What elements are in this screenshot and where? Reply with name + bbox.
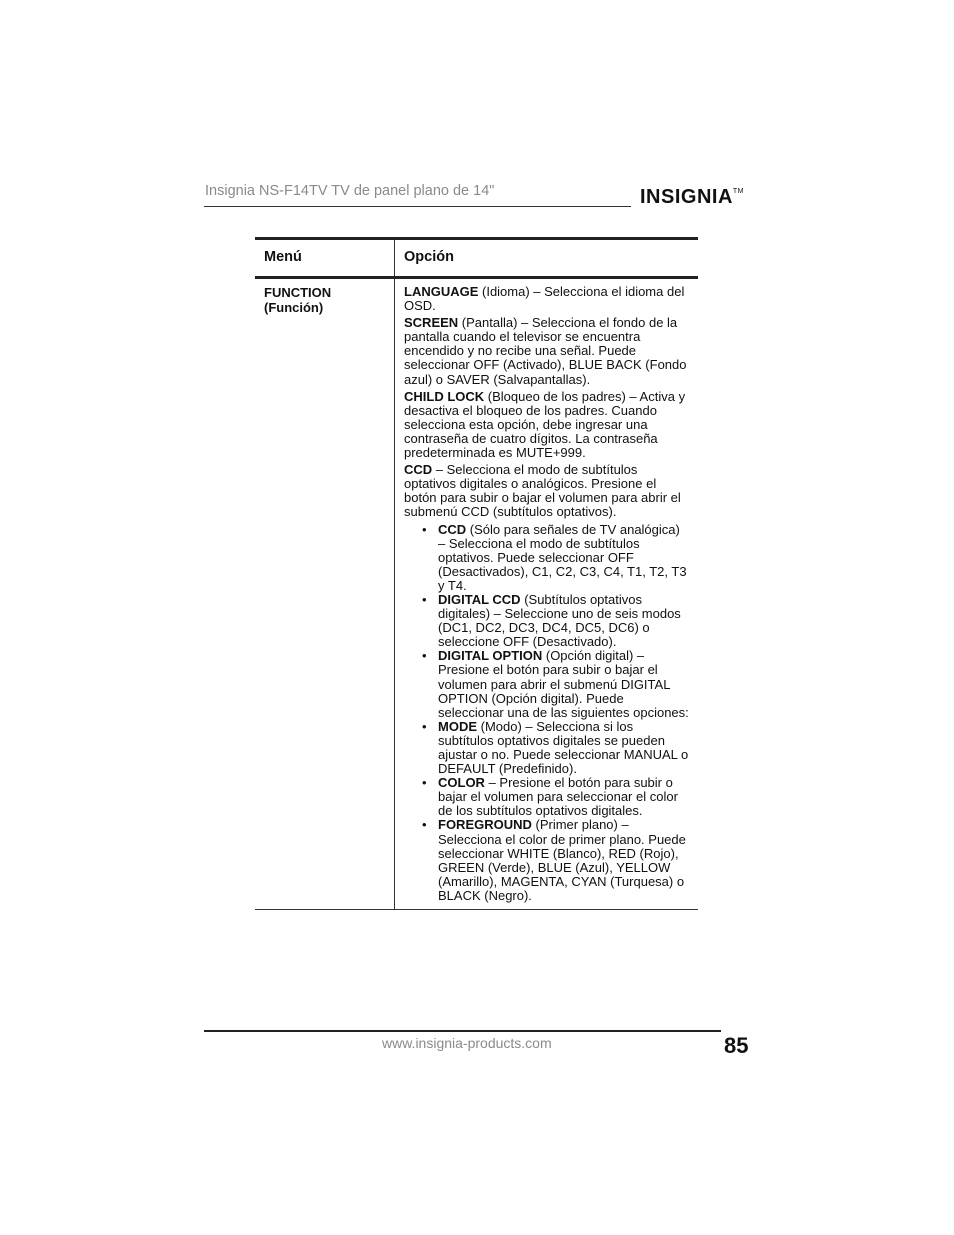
logo-text: INSIGNIA [640, 186, 733, 208]
ccd-submenu-list [404, 523, 690, 904]
option-screen [404, 316, 690, 386]
header-rule [204, 206, 631, 207]
option-child-lock [404, 390, 690, 460]
bullet-icon: • [422, 817, 427, 833]
list-item [404, 593, 690, 649]
bullet-icon: • [422, 521, 427, 537]
option-description: (Idioma) – Selecciona el idioma del OSD. [404, 284, 685, 314]
page-number: 85 [724, 1033, 749, 1058]
option-term: CHILD LOCK [404, 388, 485, 404]
table-header-row [255, 240, 698, 279]
option-term: COLOR [438, 775, 485, 791]
footer-rule [204, 1030, 721, 1032]
option-cell [395, 279, 698, 909]
option-term: DIGITAL CCD [438, 591, 521, 607]
list-item [404, 776, 690, 818]
list-item [404, 720, 690, 776]
list-item [404, 523, 690, 593]
function-menu-table [255, 237, 698, 910]
option-description: – Presione el botón para subir o bajar el volumen para seleccionar el color de los subtítulos optativos digitales. [438, 775, 678, 819]
option-term: FOREGROUND [438, 817, 532, 833]
option-description: (Subtítulos optativos digitales) – Seleccione uno de seis modos (DC1, DC2, DC3, DC4, DC5, DC6) o seleccione OFF (Desactivado). [438, 591, 681, 650]
option-term: CCD [438, 521, 467, 537]
menu-name-translation: (Función) [264, 299, 324, 315]
list-item [404, 818, 690, 903]
option-term: CCD [404, 462, 433, 478]
logo-trademark: TM [732, 188, 745, 195]
table-row [255, 279, 698, 910]
list-item [404, 649, 690, 719]
option-description: (Opción digital) – Presione el botón para subir o bajar el volumen para abrir el submenú DIGITAL OPTION (Opción digital). Puede seleccionar una de las siguientes opciones: [438, 648, 689, 720]
option-ccd [404, 463, 690, 519]
option-term: MODE [438, 718, 477, 734]
bullet-icon: • [422, 648, 427, 664]
option-language [404, 285, 690, 313]
option-term: LANGUAGE [404, 284, 479, 299]
option-description: (Sólo para señales de TV analógica) – Selecciona el modo de subtítulos optativos. Puede seleccionar OFF (Desactivados), C1, C2, C3, C4, T1, T2, T3 y T4. [438, 521, 687, 593]
option-description: (Modo) – Selecciona si los subtítulos optativos digitales se pueden ajustar o no. Puede seleccionar MANUAL o DEFAULT (Predefinido). [438, 718, 689, 777]
header-menu: Menú [255, 240, 395, 276]
menu-name: FUNCTION [264, 285, 332, 300]
menu-cell [255, 279, 395, 909]
option-description: – Selecciona el modo de subtítulos optativos digitales o analógicos. Presione el botón para subir o bajar el volumen para abrir el submenú CCD (subtítulos optativos). [404, 462, 681, 520]
option-description: (Bloqueo de los padres) – Activa y desactiva el bloqueo de los padres. Cuando selecciona esta opción, debe ingresar una contraseña de cuatro dígitos. La contraseña predeterminada es MUTE+999. [404, 388, 686, 461]
option-term: SCREEN [404, 315, 459, 331]
bullet-icon: • [422, 591, 427, 607]
option-term: DIGITAL OPTION [438, 648, 543, 664]
header-title: Insignia NS-F14TV TV de panel plano de 14" [205, 183, 495, 199]
footer-url: www.insignia-products.com [382, 1035, 552, 1051]
insignia-logo [640, 186, 744, 209]
bullet-icon: • [422, 718, 427, 734]
bullet-icon: • [422, 775, 427, 791]
option-description: (Primer plano) – Selecciona el color de primer plano. Puede seleccionar WHITE (Blanco), RED (Rojo), GREEN (Verde), BLUE (Azul), YELLOW (Amarillo), MAGENTA, CYAN (Turquesa) o BLACK (Negro). [438, 817, 686, 903]
header-option: Opción [404, 249, 454, 265]
option-description: (Pantalla) – Selecciona el fondo de la pantalla cuando el televisor se encuentra encendido y no recibe una señal. Puede seleccionar OFF (Activado), BLUE BACK (Fondo azul) o SAVER (Salvapantallas). [404, 315, 687, 387]
